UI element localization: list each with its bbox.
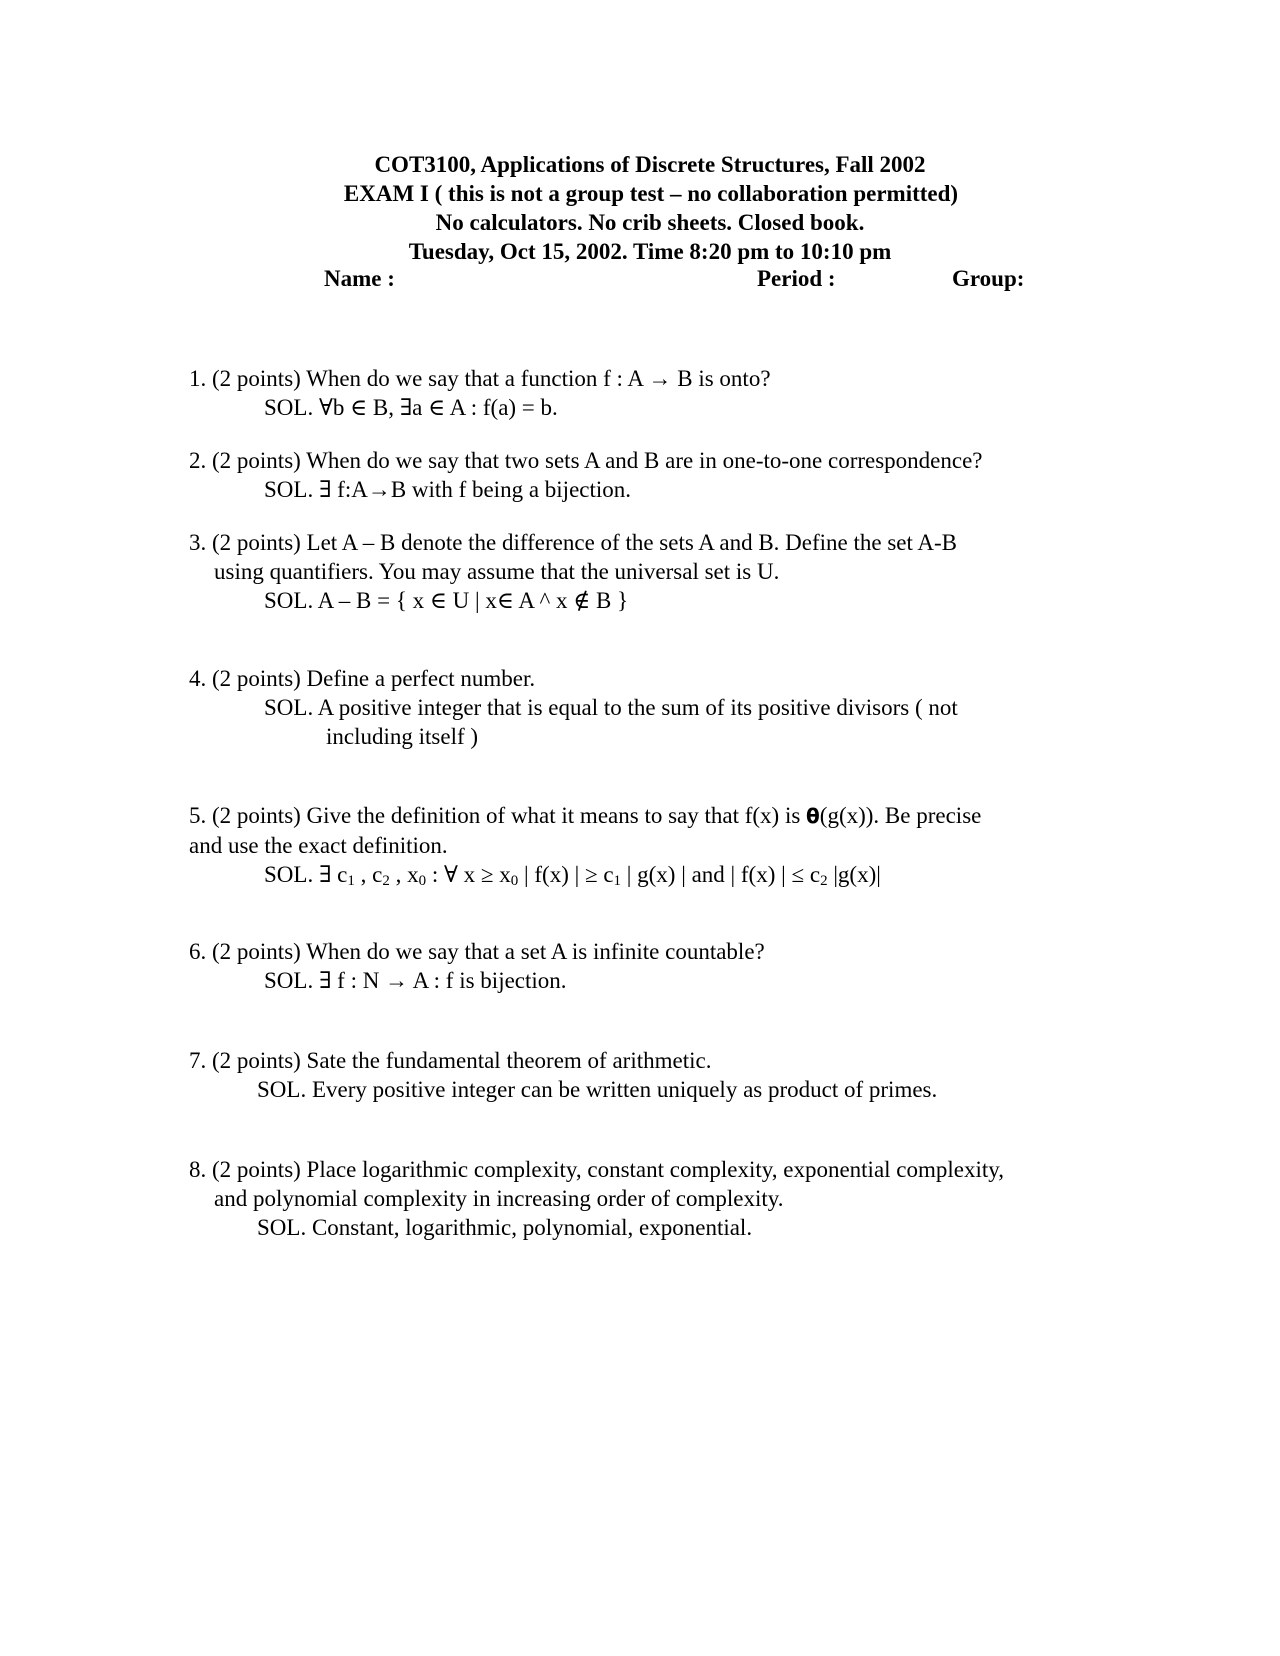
sol5-sub-1b: 1 (613, 873, 622, 889)
question-8-solution: SOL. Constant, logarithmic, polynomial, exponential. (257, 1215, 753, 1240)
question-1-text: 1. (2 points) When do we say that a function f : A → B is onto? (189, 366, 771, 391)
question-8-text-line1: 8. (2 points) Place logarithmic complexity, constant complexity, exponential complexity, (189, 1157, 1005, 1182)
question-6-text: 6. (2 points) When do we say that a set A is infinite countable? (189, 939, 765, 964)
question-7-text: 7. (2 points) Sate the fundamental theorem of arithmetic. (189, 1048, 712, 1073)
question-7 (189, 1046, 937, 1104)
sol5-part-b: , c (354, 862, 383, 887)
question-5 (189, 801, 981, 896)
exam-date-time: Tuesday, Oct 15, 2002. Time 8:20 pm to 10:10 pm (408, 239, 892, 264)
question-3-text-line2: using quantifiers. You may assume that the universal set is U. (214, 559, 780, 584)
question-6-solution: SOL. ∃ f : N → A : f is bijection. (264, 968, 567, 993)
sol5-part-a: SOL. ∃ c (264, 862, 348, 887)
sol5-part-g: |g(x)| (827, 862, 881, 887)
question-5-text-line1 (189, 801, 981, 831)
sol5-sub-2b: 2 (820, 873, 828, 889)
question-6 (189, 937, 765, 995)
exam-rules: No calculators. No crib sheets. Closed book. (435, 210, 865, 235)
question-5-text-line2: and use the exact definition. (189, 833, 448, 858)
question-7-solution: SOL. Every positive integer can be written uniquely as product of primes. (257, 1077, 938, 1102)
question-5-solution (189, 860, 981, 896)
question-2-solution: SOL. ∃ f:A→B with f being a bijection. (264, 477, 632, 502)
sol5-sub-2: 2 (382, 873, 390, 889)
question-3-text-line1: 3. (2 points) Let A – B denote the difference of the sets A and B. Define the set A-B (189, 530, 957, 555)
course-title: COT3100, Applications of Discrete Structures, Fall 2002 (374, 152, 926, 177)
sol5-part-f: | g(x) | and | f(x) | ≤ c (621, 862, 821, 887)
question-8 (189, 1155, 1004, 1242)
question-4-solution-line2: including itself ) (326, 724, 479, 749)
sol5-part-c: , x (389, 862, 419, 887)
exam-header (0, 150, 1280, 266)
sol5-part-e: | f(x) | ≥ c (518, 862, 614, 887)
question-1-solution: SOL. ∀b ∈ B, ∃a ∈ A : f(a) = b. (264, 395, 558, 420)
question-1 (189, 364, 771, 422)
theta-symbol: θ (806, 804, 820, 828)
group-field-label: Group: (952, 266, 1025, 291)
question-4-solution-line1: SOL. A positive integer that is equal to the sum of its positive divisors ( not (264, 695, 958, 720)
student-info-fields (0, 266, 1280, 296)
name-field-label: Name : (324, 266, 395, 291)
sol5-sub-0: 0 (418, 873, 427, 889)
exam-title: EXAM I ( this is not a group test – no collaboration permitted) (343, 181, 959, 206)
question-3 (189, 528, 957, 615)
question-2-text: 2. (2 points) When do we say that two sets A and B are in one-to-one correspondence? (189, 448, 983, 473)
question-4-text: 4. (2 points) Define a perfect number. (189, 666, 536, 691)
period-field-label: Period : (757, 266, 836, 291)
question-4 (189, 664, 958, 751)
sol5-part-d: : ∀ x ≥ x (426, 862, 511, 887)
question-5-text-part-a: 5. (2 points) Give the definition of what it means to say that f(x) is (189, 803, 807, 828)
question-3-solution: SOL. A – B = { x ∈ U | x∈ A ^ x ∉ B } (264, 588, 629, 613)
sol5-sub-1: 1 (347, 873, 355, 889)
question-2 (189, 446, 983, 504)
sol5-sub-0b: 0 (510, 873, 519, 889)
question-5-text-part-b: (g(x)). Be precise (819, 803, 982, 828)
question-8-text-line2: and polynomial complexity in increasing order of complexity. (214, 1186, 784, 1211)
